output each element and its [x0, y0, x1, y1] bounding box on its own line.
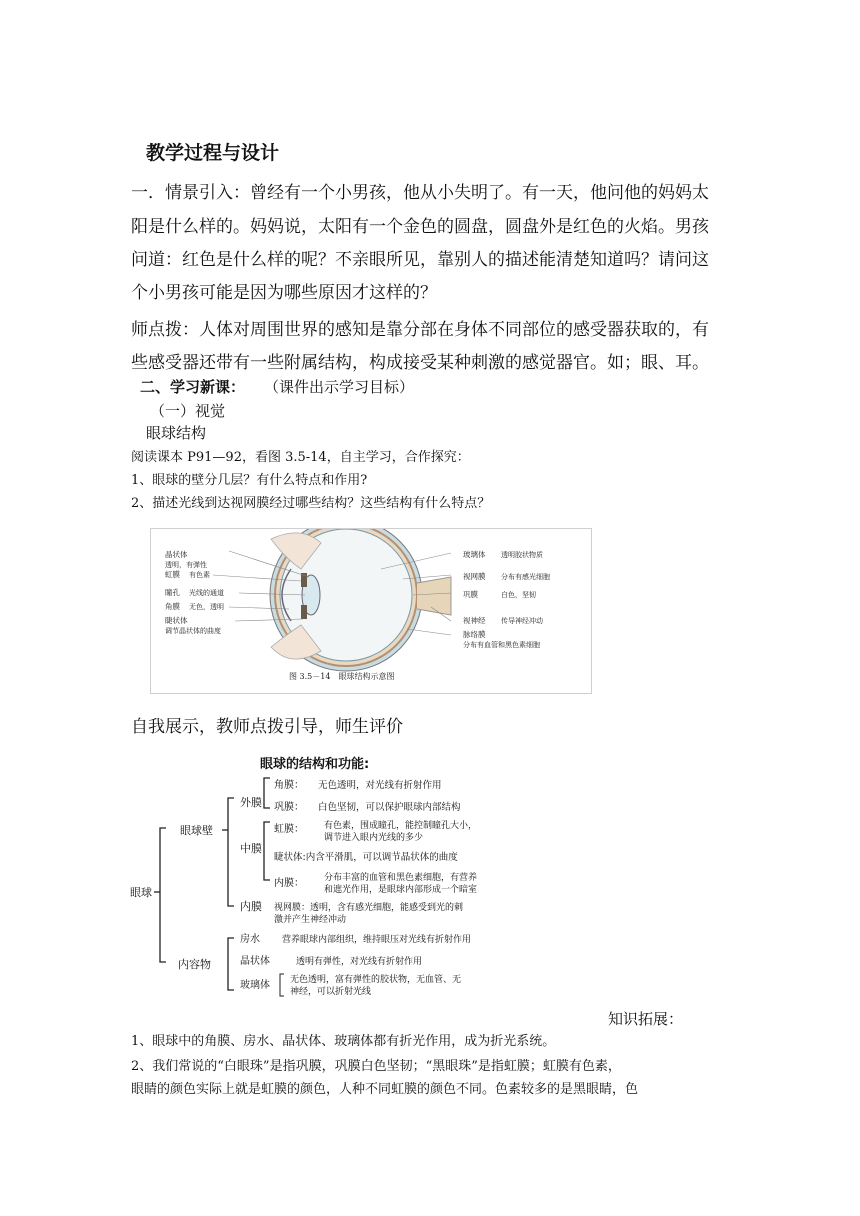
- label-retina-desc: 分布有感光细胞: [501, 573, 550, 581]
- eyeball-structure-diagram: [130, 750, 600, 1000]
- question-1: 1、眼球的壁分几层？有什么特点和作用?: [131, 473, 368, 488]
- label-retina: 视网膜: [463, 572, 486, 581]
- display-line: 自我展示，教师点拨引导，师生评价: [131, 717, 403, 737]
- node-eyeball: 眼球: [130, 886, 152, 899]
- node-retina-1: 视网膜：透明，含有感光细胞，能感受到光的刺: [274, 903, 464, 913]
- label-optic-nerve-desc: 传导神经冲动: [501, 617, 543, 625]
- page-title: 教学过程与设计: [146, 142, 280, 164]
- eye-diagram: [151, 529, 591, 693]
- node-lens-desc: 透明有弹性，对光线有折射作用: [296, 957, 423, 967]
- teacher-line-2: 些感受器还带有一些附属结构，构成接受某种刺激的感觉器官。如；眼、耳。: [131, 353, 709, 373]
- label-pupil: 瞳孔: [165, 588, 180, 597]
- label-cornea: 角膜: [165, 602, 180, 611]
- node-sclera: 巩膜：: [274, 802, 304, 813]
- knowledge-item-1: 1、眼球中的角膜、房水、晶状体、玻璃体都有折光作用，成为折光系统。: [131, 1034, 556, 1049]
- label-pupil-desc: 光线的通道: [189, 589, 224, 597]
- reading-instruction: 阅读课本 P91—92，看图 3.5-14，自主学习，合作探究：: [131, 450, 470, 465]
- node-vitreous: 玻璃体: [240, 980, 270, 991]
- node-vitreous-desc-1: 无色透明，富有弹性的胶状物，无血管、无: [290, 975, 462, 985]
- node-iris: 虹膜：: [274, 824, 304, 835]
- intro-line-1: 一．情景引入：曾经有一个小男孩，他从小失明了。有一天，他问他的妈妈太: [131, 183, 709, 203]
- label-sclera-desc: 白色，坚韧: [501, 591, 536, 599]
- node-retina-2: 激并产生神经冲动: [274, 915, 347, 925]
- label-ciliary-desc: 调节晶状体的曲度: [165, 627, 221, 635]
- intro-line-2: 阳是什么样的。妈妈说，太阳有一个金色的圆盘，圆盘外是红色的火焰。男孩: [131, 217, 709, 237]
- node-aqueous: 房水: [240, 934, 260, 945]
- node-lens: 晶状体: [240, 956, 270, 967]
- section-2-note: （课件出示学习目标）: [264, 378, 415, 396]
- label-lens: 晶状体: [165, 550, 188, 559]
- eye-structure-figure: [150, 528, 592, 694]
- label-choroid-desc: 分布有血管和黑色素细胞: [463, 641, 540, 649]
- intro-line-4: 个小男孩可能是因为哪些原因才这样的？: [131, 283, 437, 303]
- node-outer: 外膜: [240, 796, 262, 809]
- node-middle: 中膜: [240, 842, 262, 855]
- node-vitreous-desc-2: 神经，可以折射光线: [290, 987, 372, 997]
- node-sclera-desc: 白色坚韧，可以保护眼球内部结构: [318, 802, 461, 813]
- node-cornea: 角膜：: [274, 780, 304, 791]
- label-ciliary: 睫状体: [165, 616, 188, 625]
- node-choroid-desc-1: 分布丰富的血管和黑色素细胞，有营养: [324, 873, 478, 883]
- teacher-line-1: 师点拨：人体对周围世界的感知是靠分部在身体不同部位的感受器获取的，有: [131, 320, 709, 340]
- label-cornea-desc: 无色，透明: [189, 603, 224, 611]
- label-vitreous: 玻璃体: [463, 550, 486, 559]
- label-vitreous-desc: 透明胶状物质: [501, 551, 543, 559]
- knowledge-item-2a: 2、我们常说的“白眼珠”是指巩膜，巩膜白色坚韧；“黑眼珠”是指虹膜；虹膜有色素，: [131, 1059, 621, 1074]
- label-optic-nerve: 视神经: [463, 616, 486, 625]
- node-cornea-desc: 无色透明，对光线有折射作用: [318, 780, 442, 791]
- node-wall: 眼球壁: [180, 824, 213, 837]
- label-iris-desc: 有色素: [189, 571, 210, 579]
- node-aqueous-desc: 营养眼球内部组织，维持眼压对光线有折射作用: [282, 935, 472, 945]
- label-iris: 虹膜: [165, 570, 180, 579]
- label-sclera: 巩膜: [463, 590, 478, 599]
- knowledge-heading: 知识拓展：: [608, 1010, 684, 1028]
- intro-line-3: 问道：红色是什么样的呢？不亲眼所见，靠别人的描述能清楚知道吗？请问这: [131, 250, 709, 270]
- node-contents: 内容物: [178, 958, 211, 971]
- node-ciliary: 睫状体:内含平滑肌，可以调节晶状体的曲度: [274, 852, 458, 863]
- eyeball-heading: 眼球结构: [146, 424, 207, 442]
- structure-title: 眼球的结构和功能:: [260, 757, 370, 772]
- knowledge-item-2b: 眼睛的颜色实际上就是虹膜的颜色，人种不同虹膜的颜色不同。色素较多的是黑眼睛，色: [131, 1082, 639, 1097]
- question-2: 2、描述光线到达视网膜经过哪些结构？这些结构有什么特点？: [131, 496, 491, 511]
- label-lens-desc: 透明，有弹性: [165, 561, 207, 569]
- node-iris-desc-2: 调节进入眼内光线的多少: [324, 833, 424, 843]
- node-choroid: 内膜：: [274, 878, 304, 889]
- node-choroid-desc-2: 和遮光作用，是眼球内部形成一个暗室: [324, 885, 478, 895]
- structure-tree: [130, 750, 600, 1000]
- label-choroid: 脉络膜: [463, 630, 486, 639]
- subsection-vision: （一）视觉: [150, 402, 226, 420]
- node-inner: 内膜: [240, 900, 262, 913]
- node-iris-desc-1: 有色素，围成瞳孔，能控制瞳孔大小，: [324, 821, 478, 831]
- section-2-heading: 二、学习新课：: [140, 378, 246, 396]
- figure-caption: 图 3.5－14 眼球结构示意图: [289, 672, 395, 681]
